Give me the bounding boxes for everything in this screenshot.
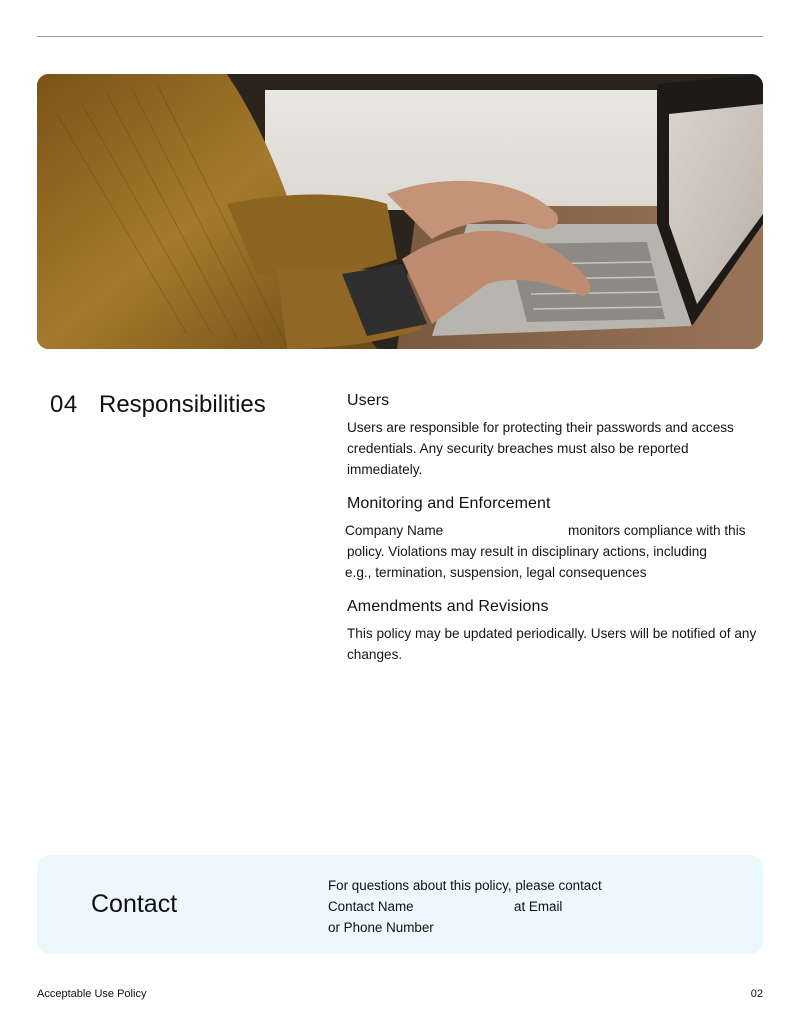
users-text	[347, 417, 767, 480]
monitoring-text	[347, 520, 767, 583]
users-text-line-2: credentials. Any security breaches must also be reported immediately.	[347, 441, 689, 477]
contact-at-label: at	[514, 899, 526, 914]
consequences-field[interactable]: e.g., termination, suspension, legal consequences	[345, 565, 647, 580]
typing-on-laptop-photo	[37, 74, 763, 349]
amendments-heading: Amendments and Revisions	[347, 598, 549, 615]
monitoring-heading: Monitoring and Enforcement	[347, 495, 551, 512]
contact-name-field[interactable]: Contact Name	[328, 899, 414, 914]
company-name-field[interactable]: Company Name	[345, 523, 444, 538]
contact-intro: For questions about this policy, please contact	[328, 878, 602, 893]
users-block	[347, 392, 767, 480]
monitoring-line-1-rest: monitors compliance with this	[568, 523, 746, 538]
contact-or-label: or	[328, 920, 340, 935]
contact-phone-field[interactable]: Phone Number	[343, 920, 434, 935]
contact-panel	[37, 855, 763, 954]
top-divider	[37, 36, 763, 37]
amendments-text	[347, 623, 767, 665]
section-number: 04	[50, 391, 78, 418]
footer-page-number: 02	[750, 988, 763, 1000]
section-content	[347, 392, 767, 680]
contact-title: Contact	[91, 890, 178, 918]
contact-details	[328, 875, 602, 938]
amendments-text-line-2: changes.	[347, 647, 403, 662]
monitoring-line-2: policy. Violations may result in disciplinary actions, including	[347, 544, 707, 559]
amendments-text-line-1: This policy may be updated periodically. Users will be notified of any	[347, 626, 757, 641]
users-text-line-1: Users are responsible for protecting their passwords and access	[347, 420, 734, 435]
contact-email-field[interactable]: Email	[528, 899, 563, 914]
monitoring-block	[347, 495, 767, 583]
users-heading: Users	[347, 392, 390, 409]
footer-document-title: Acceptable Use Policy	[37, 988, 147, 1000]
section-title: Responsibilities	[99, 391, 266, 418]
hero-image	[37, 74, 763, 349]
amendments-block	[347, 598, 767, 665]
